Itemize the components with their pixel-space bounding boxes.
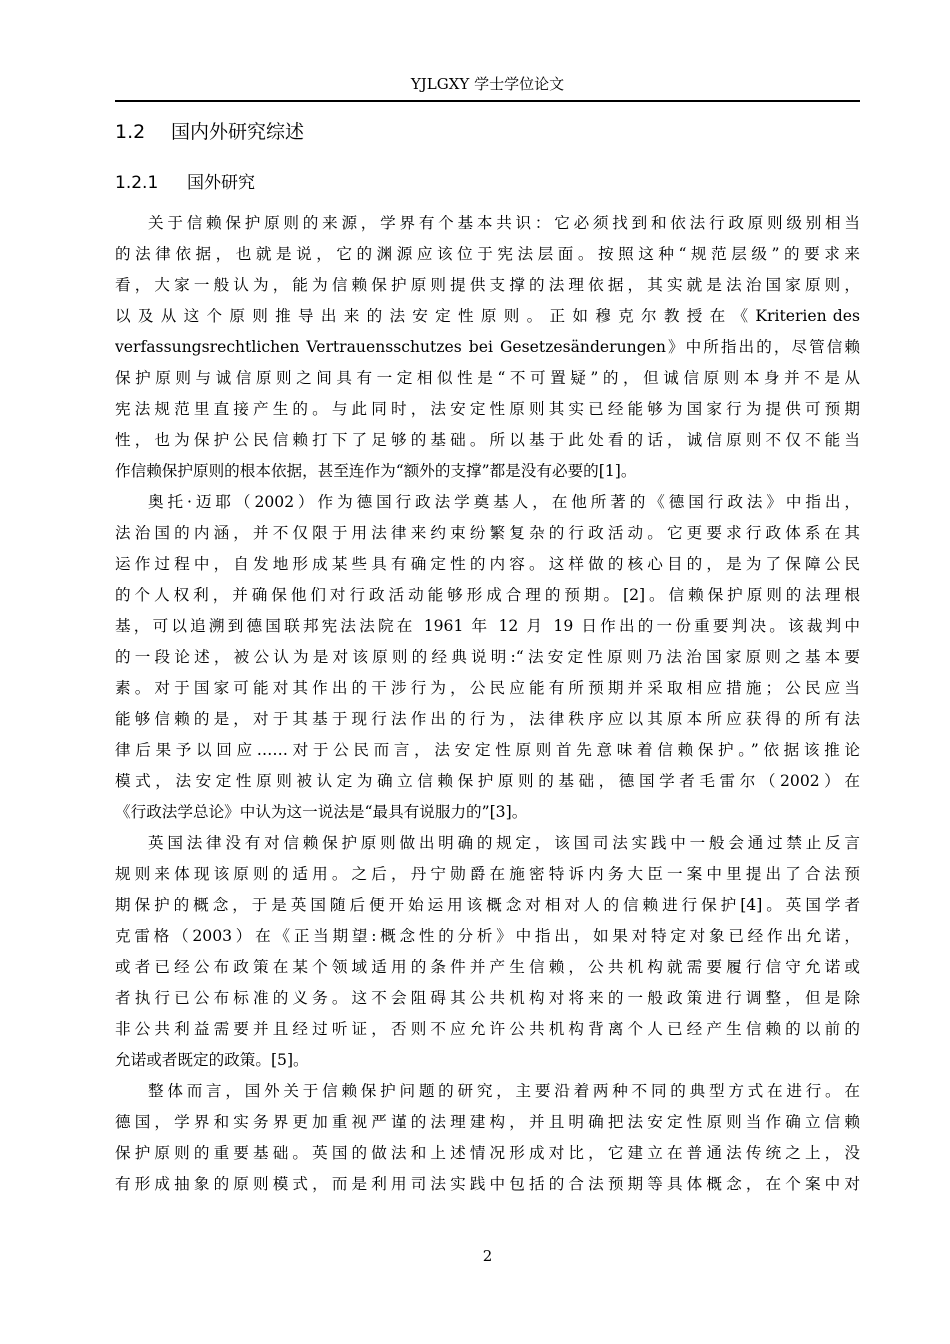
- text-line: 者执行已公布标准的义务。这不会阻碍其公共机构对将来的一般政策进行调整，但是除: [115, 989, 860, 1007]
- text-line: 非公共利益需要并且经过听证，否则不应允许公共机构背离个人已经产生信赖的以前的: [115, 1020, 860, 1038]
- text-line: 运作过程中，自发地形成某些具有确定性的内容。这样做的核心目的，是为了保障公民: [115, 555, 860, 573]
- text-line: 以 及 从 这 个 原 则 推 导 出 来 的 法 安 定 性 原 则 。 正 如 穆 克 尔 教 授 在 《 Kriterien des: [115, 307, 860, 325]
- text-line: 允诺或者既定的政策。[5]。: [115, 1051, 309, 1069]
- body-text: [115, 208, 860, 1200]
- text-line: 素。对于国家可能对其作出的干涉行为，公民应能有所预期并采取相应措施；公民应当: [115, 679, 860, 697]
- text-line: 性，也为保护公民信赖打下了足够的基础。所以基于此处看的话，诚信原则不仅不能当: [115, 431, 860, 449]
- text-line: 有形成抽象的原则模式，而是利用司法实践中包括的合法预期等具体概念，在个案中对: [115, 1175, 860, 1193]
- text-line: 基，可以追溯到德国联邦宪法法院在 1961 年 12 月 19 日作出的一份重要判决。该裁判中: [115, 617, 860, 635]
- text-line: 克雷格（2003）在《正当期望:概念性的分析》中指出，如果对特定对象已经作出允诺，: [115, 927, 860, 945]
- page-number: 2: [482, 1247, 493, 1265]
- text-line: 规则来体现该原则的适用。之后，丹宁勋爵在施密特诉内务大臣一案中里提出了合法预: [115, 865, 860, 883]
- text-line: 《行政法学总论》中认为这一说法是“最具有说服力的”[3]。: [115, 803, 528, 821]
- text-line: 能够信赖的是，对于其基于现行法作出的行为，法律秩序应以其原本所应获得的所有法: [115, 710, 860, 728]
- text-line: 作信赖保护原则的根本依据，甚至连作为“额外的支撑”都是没有必要的[1]。: [115, 462, 637, 480]
- text-line: 模式，法安定性原则被认定为确立信赖保护原则的基础，德国学者毛雷尔（2002）在: [115, 772, 860, 790]
- section-heading: [115, 118, 304, 146]
- text-line: 的个人权利，并确保他们对行政活动能够形成合理的预期。[2]。信赖保护原则的法理根: [115, 586, 860, 604]
- text-line: verfassungsrechtlichen Vertrauensschutzes bei Gesetzesänderungen》中所指出的，尽管信赖: [115, 338, 860, 356]
- text-line: 整体而言，国外关于信赖保护问题的研究，主要沿着两种不同的典型方式在进行。在: [148, 1082, 860, 1100]
- section-number: 1.2: [115, 121, 146, 143]
- text-line: 保护原则的重要基础。英国的做法和上述情况形成对比，它建立在普通法传统之上，没: [115, 1144, 860, 1162]
- running-header: YJLGXY 学士学位论文: [410, 75, 565, 93]
- text-line: 或者已经公布政策在某个领域适用的条件并产生信赖，公共机构就需要履行信守允诺或: [115, 958, 860, 976]
- text-line: 德国，学界和实务界更加重视严谨的法理建构，并且明确把法安定性原则当作确立信赖: [115, 1113, 860, 1131]
- text-line: 宪法规范里直接产生的。与此同时，法安定性原则其实已经能够为国家行为提供可预期: [115, 400, 860, 418]
- text-line: 的一段论述，被公认为是对该原则的经典说明:“法安定性原则乃法治国家原则之基本要: [115, 648, 860, 666]
- subsection-heading: [115, 170, 255, 196]
- text-line: 的法律依据，也就是说，它的渊源应该位于宪法层面。按照这种“规范层级”的要求来: [115, 245, 860, 263]
- text-line: 奥托·迈耶（2002）作为德国行政法学奠基人，在他所著的《德国行政法》中指出，: [148, 493, 860, 511]
- text-line: 期保护的概念，于是英国随后便开始运用该概念对相对人的信赖进行保护[4]。英国学者: [115, 896, 860, 914]
- subsection-number: 1.2.1: [115, 173, 159, 193]
- text-line: 英国法律没有对信赖保护原则做出明确的规定，该国司法实践中一般会通过禁止反言: [148, 834, 860, 852]
- subsection-title: 国外研究: [187, 173, 255, 193]
- text-line: 保护原则与诚信原则之间具有一定相似性是“不可置疑”的，但诚信原则本身并不是从: [115, 369, 860, 387]
- text-line: 法治国的内涵，并不仅限于用法律来约束纷繁复杂的行政活动。它更要求行政体系在其: [115, 524, 860, 542]
- section-title: 国内外研究综述: [171, 121, 305, 143]
- text-line: 看，大家一般认为，能为信赖保护原则提供支撑的法理依据，其实就是法治国家原则，: [115, 276, 860, 294]
- header-rule: [115, 100, 860, 102]
- text-line: 关于信赖保护原则的来源，学界有个基本共识：它必须找到和依法行政原则级别相当: [148, 214, 860, 232]
- text-line: 律后果予以回应……对于公民而言，法安定性原则首先意味着信赖保护。”依据该推论: [115, 741, 860, 759]
